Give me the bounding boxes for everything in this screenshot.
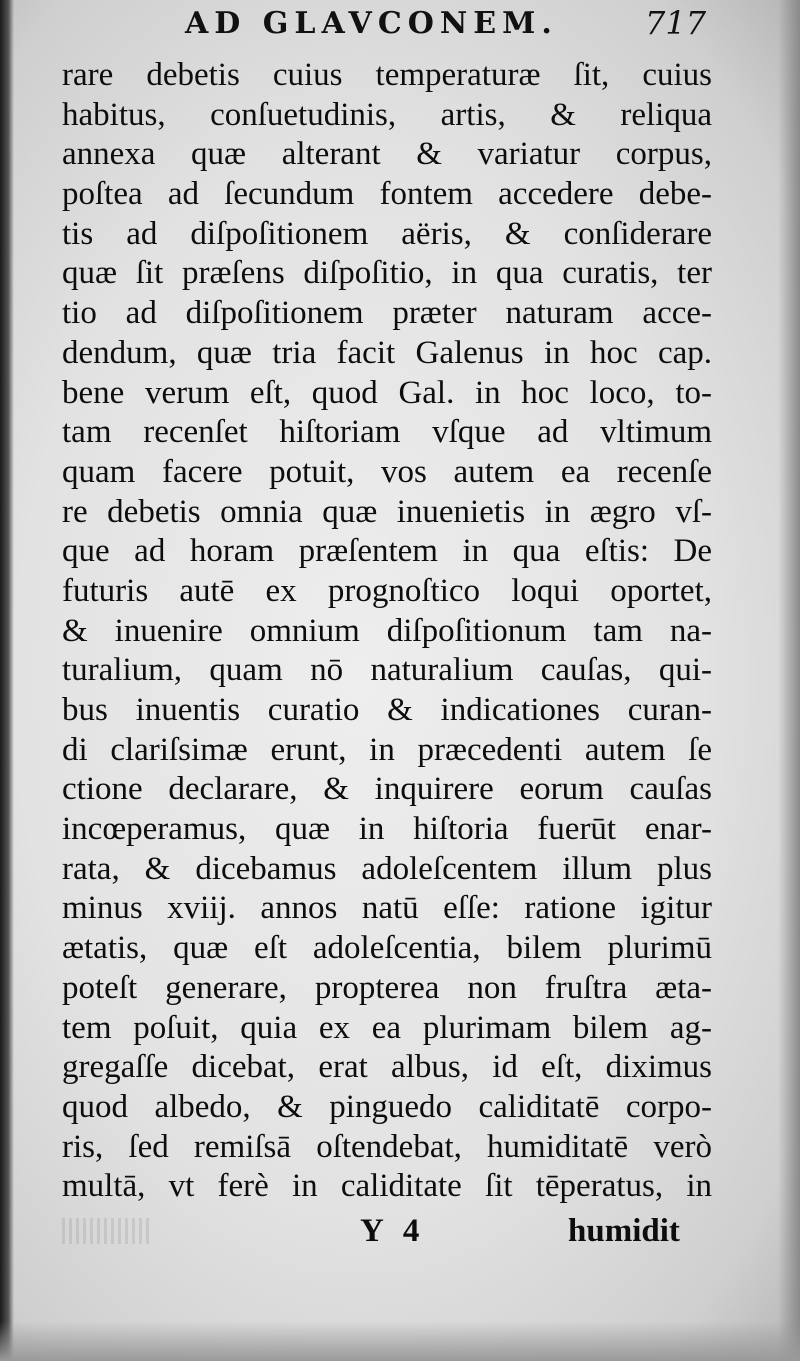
signature-mark: Y 4	[360, 1213, 426, 1249]
text-line: bus inuentis curatio & indicationes curan-	[62, 692, 712, 728]
page-footer	[0, 1213, 800, 1253]
text-line: multā, vt ferè in caliditate ſit tēperatus, in	[62, 1168, 712, 1205]
page-edge-shadow	[778, 0, 800, 1361]
text-line: dendum, quæ tria facit Galenus in hoc cap.	[62, 334, 712, 371]
text-line: poteſt generare, propterea non fruſtra æta-	[62, 969, 712, 1006]
text-line: quæ ſit præſens diſpoſitio, in qua curatis, ter	[62, 255, 712, 292]
page-gutter-shadow	[0, 0, 14, 1361]
text-line: bene verum eſt, quod Gal. in hoc loco, to-	[62, 374, 712, 411]
text-line: annexa quæ alterant & variatur corpus,	[62, 136, 712, 173]
text-line: ctione declarare, & inquirere eorum cauſas	[62, 771, 712, 808]
text-line: & inuenire omnium diſpoſitionum tam na-	[62, 612, 712, 649]
text-line: minus xviij. annos natū eſſe: ratione igitur	[62, 890, 712, 927]
running-head: AD GLAVCONEM.	[185, 6, 558, 41]
text-line: tis ad diſpoſitionem aëris, & conſiderare	[62, 215, 712, 252]
text-line: tam recenſet hiſtoriam vſque ad vltimum	[62, 414, 712, 451]
page-header	[185, 4, 745, 44]
body-text	[62, 56, 712, 1207]
text-line: poſtea ad ſecundum fontem accedere debe-	[62, 176, 712, 213]
text-line: di clariſsimæ erunt, in præcedenti autem ſe	[62, 731, 712, 768]
catchword: humidit	[568, 1213, 680, 1249]
text-line: quam facere potuit, vos autem ea recenſe	[62, 453, 712, 490]
text-line: gregaſſe dicebat, erat albus, id eſt, diximus	[62, 1049, 712, 1086]
text-line: tio ad diſpoſitionem præter naturam acce-	[62, 295, 712, 332]
text-line: incœperamus, quæ in hiſtoria fuerūt enar-	[62, 811, 712, 848]
text-line: que ad horam præſentem in qua eſtis: De	[62, 533, 712, 570]
text-line: habitus, conſuetudinis, artis, & reliqua	[62, 96, 712, 133]
page-number: 717	[645, 4, 707, 42]
text-line: rata, & dicebamus adoleſcentem illum plus	[62, 850, 712, 887]
text-line: tem poſuit, quia ex ea plurimam bilem ag-	[62, 1009, 712, 1046]
text-line: turalium, quam nō naturalium cauſas, qui-	[62, 652, 712, 689]
text-line: futuris autē ex prognoſtico loqui oportet,	[62, 572, 712, 609]
text-line: ætatis, quæ eſt adoleſcentia, bilem plurimū	[62, 930, 712, 967]
text-line: quod albedo, & pinguedo caliditatē corpo-	[62, 1088, 712, 1125]
text-line: re debetis omnia quæ inuenietis in ægro vſ-	[62, 493, 712, 530]
text-line: rare debetis cuius temperaturæ ſit, cuius	[62, 57, 712, 93]
text-line: ris, ſed remiſsā oſtendebat, humiditatē verò	[62, 1128, 712, 1165]
page-bottom-shadow	[0, 1321, 800, 1361]
